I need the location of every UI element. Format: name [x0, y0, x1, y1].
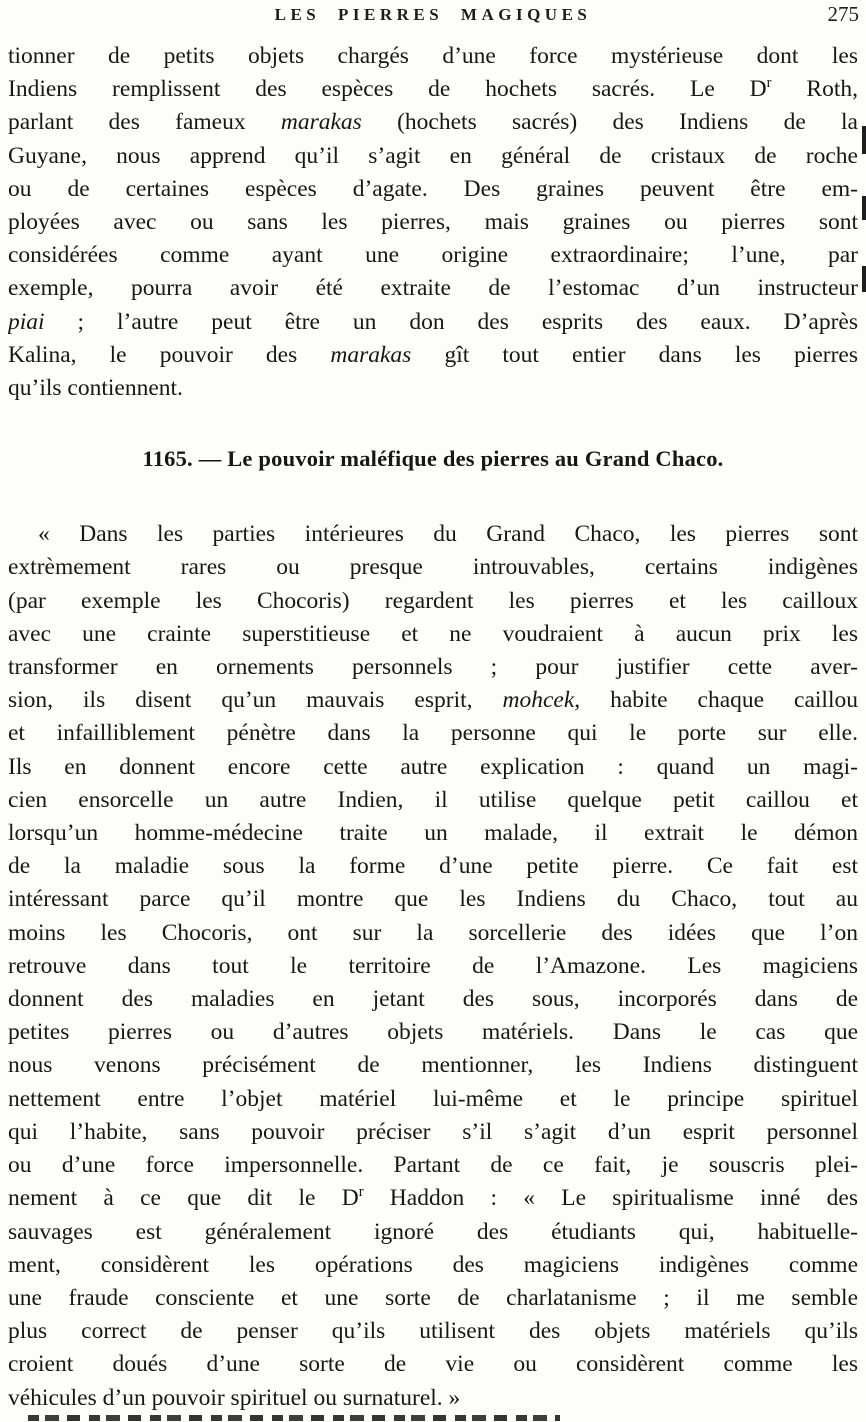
text-line — [8, 1049, 858, 1082]
text-segment: cien ensorcelle un autre Indien, il utilise quelque petit caillou et — [8, 786, 858, 813]
text-line — [8, 551, 858, 584]
text-line — [8, 751, 858, 784]
text-segment: ou d’une force impersonnelle. Partant de ce fait, je souscris plei- — [8, 1152, 858, 1179]
text-segment: plus correct de penser qu’ils utilisent des objets matériels qu’ils — [8, 1318, 858, 1345]
text-segment: qui l’habite, sans pouvoir préciser s’il s’agit d’un esprit personnel — [8, 1118, 858, 1145]
text-line — [8, 983, 858, 1016]
text-segment: parlant des fameux — [8, 109, 281, 136]
italic-term: mohcek — [502, 687, 575, 714]
text-segment: retrouve dans tout le territoire de l’Amazone. Les magiciens — [8, 952, 858, 979]
text-line — [8, 1382, 858, 1415]
text-line — [8, 850, 858, 883]
text-segment: véhicules d’un pouvoir spirituel ou surnaturel. » — [8, 1384, 461, 1411]
text-line — [8, 717, 858, 750]
italic-term: piai — [8, 308, 45, 335]
text-segment: nettement entre l’objet matériel lui-même et le principe spirituel — [8, 1085, 858, 1112]
text-segment: transformer en ornements personnels ; pour justifier cette aver- — [8, 654, 858, 681]
text-segment: « Dans les parties intérieures du Grand Chaco, les pierres sont — [38, 521, 858, 548]
text-line — [8, 239, 858, 272]
text-segment: ou de certaines espèces d’agate. Des graines peuvent être em- — [8, 175, 858, 202]
text-segment: ment, considèrent les opérations des magiciens indigènes comme — [8, 1251, 858, 1278]
text-segment: considérées comme ayant une origine extraordinaire; l’une, par — [8, 242, 858, 269]
text-line — [8, 618, 858, 651]
text-line — [8, 1182, 858, 1215]
superscript: r — [766, 75, 772, 92]
paragraph — [8, 40, 858, 405]
cutoff-next-line-artifact — [28, 1415, 560, 1421]
text-line — [8, 917, 858, 950]
text-segment: Indiens remplissent des espèces de hochets sacrés. Le D — [8, 76, 767, 103]
text-line — [8, 40, 858, 73]
italic-term: marakas — [330, 341, 412, 368]
text-line — [8, 272, 858, 305]
text-segment: moins les Chocoris, ont sur la sorcellerie des idées que l’on — [8, 919, 858, 946]
text-line — [8, 784, 858, 817]
italic-term: marakas — [280, 109, 362, 136]
text-segment: ; l’autre peut être un don des esprits des eaux. D’après — [44, 308, 858, 335]
text-line — [8, 817, 858, 850]
paragraph — [8, 518, 858, 1414]
text-segment: exemple, pourra avoir été extraite de l’estomac d’un instructeur — [8, 275, 858, 302]
text-segment: sion, ils disent qu’un mauvais esprit, — [8, 687, 503, 714]
text-segment: qu’ils contiennent. — [8, 375, 183, 402]
text-segment: (hochets sacrés) des Indiens de la — [361, 109, 858, 136]
text-line — [8, 950, 858, 983]
text-line — [8, 73, 858, 106]
scan-edge-artifact — [862, 266, 866, 292]
scan-edge-artifact — [862, 196, 866, 220]
text-line — [8, 1216, 858, 1249]
text-segment: nement à ce que dit le D — [8, 1185, 359, 1212]
text-line — [8, 339, 858, 372]
text-segment: extrèmement rares ou presque introuvables, certains indigènes — [8, 554, 858, 581]
superscript: r — [358, 1184, 364, 1201]
text-segment: donnent des maladies en jetant des sous, incorporés dans de — [8, 986, 858, 1013]
text-segment: , habite chaque caillou — [574, 687, 858, 714]
text-line — [8, 1282, 858, 1315]
text-segment: une fraude consciente et une sorte de charlatanisme ; il me semble — [8, 1284, 858, 1311]
text-line — [8, 883, 858, 916]
text-line — [8, 1016, 858, 1049]
text-segment: de la maladie sous la forme d’une petite pierre. Ce fait est — [8, 853, 858, 880]
text-line — [8, 1116, 858, 1149]
running-title: LES PIERRES MAGIQUES — [274, 5, 592, 24]
text-line — [8, 518, 858, 551]
text-line — [8, 1348, 858, 1381]
text-segment: lorsqu’un homme-médecine traite un malade, il extrait le démon — [8, 820, 858, 847]
page-number: 275 — [827, 2, 859, 26]
text-segment: nous venons précisément de mentionner, les Indiens distinguent — [8, 1052, 858, 1079]
text-line — [8, 306, 858, 339]
text-line — [8, 372, 858, 405]
text-segment: avec une crainte superstitieuse et ne voudraient à aucun prix les — [8, 620, 858, 647]
text-line — [8, 140, 858, 173]
text-segment: Roth, — [771, 76, 858, 103]
text-line — [8, 173, 858, 206]
text-segment: Ils en donnent encore cette autre explication : quand un magi- — [8, 753, 858, 780]
text-line — [8, 106, 858, 139]
text-segment: petites pierres ou d’autres objets matériels. Dans le cas que — [8, 1019, 858, 1046]
text-segment: tionner de petits objets chargés d’une force mystérieuse dont les — [8, 43, 858, 69]
text-segment: Haddon : « Le spiritualisme inné des — [363, 1185, 858, 1212]
text-segment: (par exemple les Chocoris) regardent les pierres et les cailloux — [8, 587, 858, 614]
text-line — [8, 1315, 858, 1348]
page-body — [8, 40, 858, 1415]
text-segment: et infailliblement pénètre dans la personne qui le porte sur elle. — [8, 720, 858, 747]
text-line — [8, 1149, 858, 1182]
text-segment: sauvages est généralement ignoré des étudiants qui, habituelle- — [8, 1218, 858, 1245]
text-segment: gît tout entier dans les pierres — [411, 341, 858, 368]
text-segment: intéressant parce qu’il montre que les Indiens du Chaco, tout au — [8, 886, 858, 913]
text-line — [8, 585, 858, 618]
text-segment: Guyane, nous apprend qu’il s’agit en général de cristaux de roche — [8, 142, 858, 169]
text-segment: croient doués d’une sorte de vie ou considèrent comme les — [8, 1351, 858, 1378]
text-line — [8, 651, 858, 684]
text-line — [8, 684, 858, 717]
text-line — [8, 1083, 858, 1116]
running-header — [0, 2, 866, 32]
scan-edge-artifact — [862, 126, 866, 154]
text-segment: ployées avec ou sans les pierres, mais graines ou pierres sont — [8, 209, 858, 236]
text-line — [8, 1249, 858, 1282]
section-heading: 1165. — Le pouvoir maléfique des pierres au Grand Chaco. — [142, 446, 724, 472]
text-line — [8, 206, 858, 239]
text-segment: Kalina, le pouvoir des — [8, 341, 331, 368]
